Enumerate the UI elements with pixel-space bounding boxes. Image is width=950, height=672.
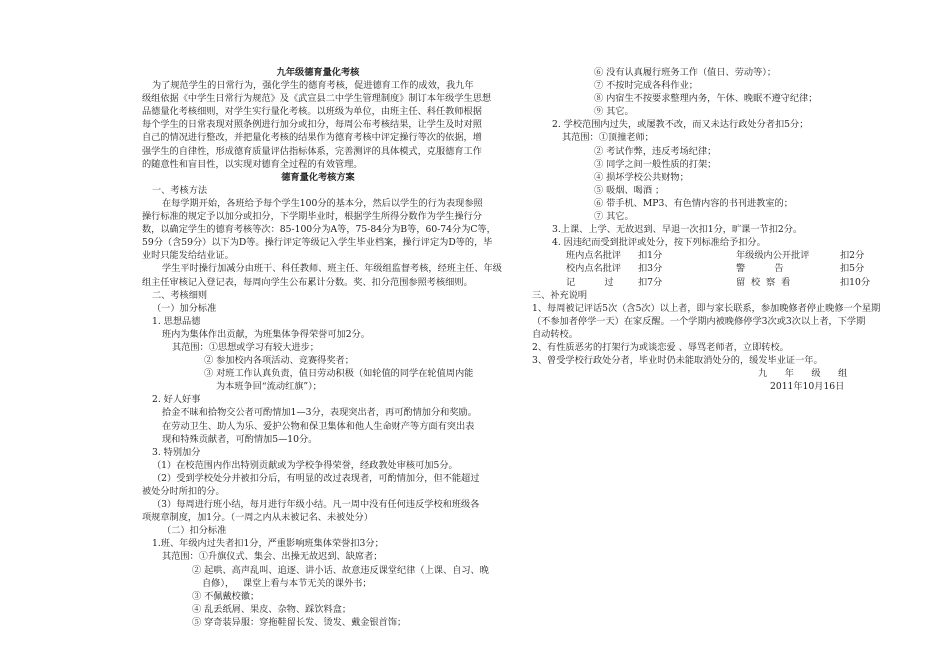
item-text: ② 考试作弊，违反考场纪律； xyxy=(594,145,717,157)
item-heading: 2. 好人好事 xyxy=(152,394,201,406)
subsection-heading: （一）加分标准 xyxy=(152,302,217,314)
item-text: ⑥ 没有认真履行班务工作（值日、劳动等）； xyxy=(594,67,777,78)
intro-line: 级组依据《中学生日常行为规范》及《武宣县二中学生管理制度》制订本年级学生思想 xyxy=(142,93,492,105)
penalty-row xyxy=(532,262,884,275)
penalty-label: 警 告 xyxy=(736,263,784,275)
item-text: 为本班争回“流动红旗”）； xyxy=(216,381,322,393)
document-title: 九年级德育量化考核 xyxy=(276,67,360,78)
item-heading: 2. 学校范围内过失，或屡教不改，而又未达行政处分者扣5分； xyxy=(552,119,809,131)
penalty-label: 班内点名批评 xyxy=(566,250,622,262)
penalty-points: 扣3分 xyxy=(638,263,663,275)
item-text: ③ 同学之间一般性质的打架； xyxy=(594,158,717,170)
penalty-label: 留 校 察 看 xyxy=(736,276,791,288)
item-text: ② 参加校内各项活动、竞赛得奖者； xyxy=(204,355,354,367)
intro-line: 强学生的自律性，形成德育质量评估指标体系，完善测评的具体模式，克服德育工作 xyxy=(142,145,482,157)
subsection-heading: （二）扣分标准 xyxy=(162,525,227,537)
item-text: ② 起哄、高声乱叫、追逐、讲小话、故意违反课堂纪律（上课、自习、晚 xyxy=(192,564,489,576)
penalty-points: 扣5分 xyxy=(840,263,865,275)
method-line: 学生平时操行加减分由班干、科任教师、班主任、年级组监督考核，经班主任、年级 xyxy=(162,263,502,275)
penalty-label: 年级级内公开批评 xyxy=(736,250,810,262)
item-text: （1）在校范围内作出特别贡献或为学校争得荣誉，经政教处审核可加5分。 xyxy=(152,459,458,471)
supplement-line: 3、曾受学校行政处分者，毕业时仍未能取消处分的，缓发毕业证一年。 xyxy=(532,355,823,367)
penalty-points: 扣2分 xyxy=(840,250,865,262)
item-text: 被处分时所扣的分。 xyxy=(142,486,225,497)
item-text: ⑦ 不按时完成各科作业； xyxy=(594,80,698,92)
method-line: 数，以确定学生的德育考核等次：85-100分为A等，75-84分为B等，60-74分为C等， xyxy=(142,224,496,236)
intro-line: 为了规范学生的日常行为，强化学生的德育考核，促进德育工作的成效，我九年 xyxy=(152,80,474,92)
item-text: （3）每周进行班小结，每月进行年级小结。凡一周中没有任何违反学校和班级各 xyxy=(152,499,480,511)
intro-line: 自己的情况进行整改，并把量化考核的结果作为德育考核中评定操行等次的依据，增 xyxy=(142,132,482,144)
section-heading: 一、考核方法 xyxy=(152,184,208,196)
item-text: ⑤ 吸烟、喝酒 ； xyxy=(594,184,665,196)
item-text: ③ 对班工作认真负责，值日劳动积极（如轮值的同学在轮值周内能 xyxy=(204,368,474,380)
item-text: ④ 损坏学校公共财物； xyxy=(594,171,689,183)
penalty-label: 记 过 xyxy=(566,276,614,288)
scheme-title: 德育量化考核方案 xyxy=(281,171,355,183)
item-heading: 1. 思想品德 xyxy=(152,315,201,327)
item-text: 自修）， 课堂上看与本节无关的课外书； xyxy=(202,577,372,589)
penalty-row xyxy=(532,249,884,262)
item-heading: 4. 因违纪而受到批评或处分，按下列标准给予扣分。 xyxy=(552,237,766,249)
intro-line: 每个学生的日常表现对照条例进行加分或扣分，每周公布考核结果，让学生及时对照 xyxy=(142,119,482,131)
penalty-label: 校内点名批评 xyxy=(566,263,622,275)
item-text: 现和特殊贡献者，可酌情加5—10分。 xyxy=(162,433,318,445)
item-text: （2）受到学校处分并被扣分后，有明显的改过表现者，可酌情加分，但不能超过 xyxy=(152,472,480,484)
method-line: 操行标准的规定予以加分或扣分，下学期毕业时，根据学生所得分数作为学生操行分 xyxy=(142,211,482,223)
supplement-line: 2、有性质恶劣的打架行为或谈恋爱 、辱骂老师者，立即转校。 xyxy=(532,341,789,353)
item-text: ⑥ 带手机、MP3、有色情内容的书刊进教室的； xyxy=(594,197,793,209)
item-text: 在劳动卫生、助人为乐、爱护公物和保卫集体和他人生命财产等方面有突出表 xyxy=(162,420,475,432)
method-line: 业时只能发给结业证。 xyxy=(142,250,234,262)
penalty-row xyxy=(532,276,884,289)
right-column xyxy=(532,66,884,393)
section-heading: 二、考核细则 xyxy=(152,289,208,301)
item-text: ④ 乱丢纸屑、果皮、杂物、踩饮料盒； xyxy=(192,603,352,615)
item-text: ⑤ 穿奇装异服：穿拖鞋留长发、烫发、戴金银首饰； xyxy=(192,616,407,628)
document-date: 2011年10月16日 xyxy=(770,381,845,393)
item-text: 班内为集体作出贡献，为班集体争得荣誉可加2分。 xyxy=(162,328,370,340)
penalty-points: 扣10分 xyxy=(840,276,871,288)
supplement-line: 自动转校。 xyxy=(532,328,578,340)
left-column xyxy=(142,66,502,629)
intro-line: 的随意性和盲目性，以实现对德育全过程的有效管理。 xyxy=(142,158,363,170)
item-heading: 3. 特别加分 xyxy=(152,446,201,458)
section-heading: 三、补充说明 xyxy=(532,289,588,301)
item-text: 其范围：①思想或学习有较大进步； xyxy=(172,341,319,353)
penalty-points: 扣1分 xyxy=(638,250,663,262)
intro-line: 品德量化考核细则，对学生实行量化考核。以班级为单位，由班主任、科任教师根据 xyxy=(142,106,482,118)
supplement-line: （不参加者停学一天）在家反醒。一个学期内被晚修停学3次或3次以上者，下学期 xyxy=(532,315,866,327)
method-line: 在每学期开始，各班给予每个学生100分的基本分，然后以学生的行为表现参照 xyxy=(162,197,483,209)
item-text: 拾金不昧和拾物交公者可酌情加1—3分，表现突出者，再可酌情加分和奖励。 xyxy=(162,407,477,419)
method-line: 59分（含59分）以下为D等。操行评定等级记入学生毕业档案，操行评定为D等的，毕 xyxy=(142,237,493,249)
item-text: ⑨ 其它。 xyxy=(594,106,634,118)
item-text: ⑧ 内宿生不按要求整理内务，午休、晚眠不遵守纪律； xyxy=(594,93,818,105)
method-line: 组主任审核记入登记表，每周向学生公布累计分数。奖、扣分范围参照考核细则。 xyxy=(142,276,473,288)
item-text: 项规章制度，加1分。（一周之内从未被记名、未被处分） xyxy=(142,512,373,524)
item-text: 其范围：①升旗仪式、集会、出操无故迟到、缺席者； xyxy=(162,551,383,563)
item-text: 其范围：①顶撞老师； xyxy=(562,132,654,144)
item-heading: 1.班、年级内过失者扣1分，严重影响班集体荣誉扣3分； xyxy=(152,538,384,550)
item-heading: 3.上课、上学、无故迟到、早退一次扣1分，旷课一节扣2分。 xyxy=(552,224,803,236)
signature: 九 年 级 组 xyxy=(758,368,848,380)
penalty-points: 扣7分 xyxy=(638,276,663,288)
supplement-line: 1、每周被记评话5次（含5次）以上者，即与家长联系，参加晚修者停止晚修一个星期 xyxy=(532,302,881,314)
item-text: ③ 不佩戴校徽； xyxy=(192,590,260,602)
item-text: ⑦ 其它。 xyxy=(594,211,634,223)
